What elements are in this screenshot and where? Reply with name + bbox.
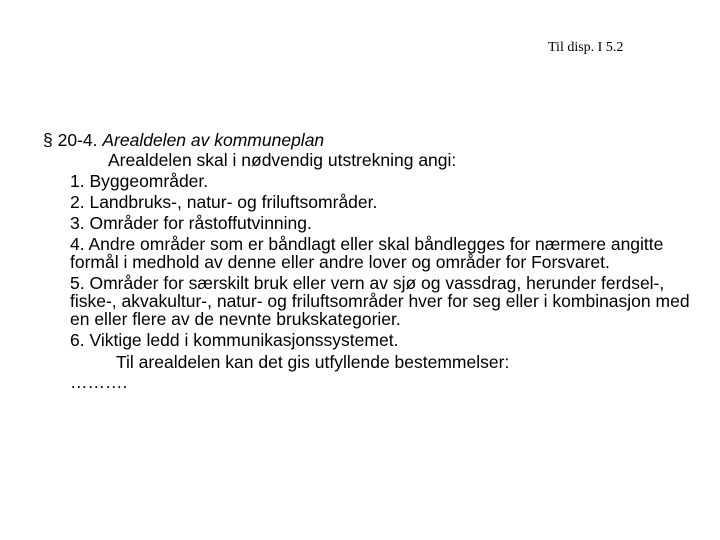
area-category-list	[43, 172, 693, 349]
list-item: 6. Viktige ledd i kommunikasjonssystemet.	[70, 330, 399, 350]
list-item: 3. Områder for råstoffutvinning.	[70, 213, 312, 233]
continuation-ellipsis: ……….	[70, 372, 128, 392]
law-section	[43, 130, 693, 392]
list-item: 1. Byggeområder.	[70, 171, 209, 191]
slide-reference: Til disp. I 5.2	[548, 40, 624, 55]
section-intro: Arealdelen skal i nødvendig utstrekning angi:	[108, 150, 457, 170]
section-addendum: Til arealdelen kan det gis utfyllende bestemmelser:	[116, 352, 510, 372]
section-title: Arealdelen av kommuneplan	[102, 130, 325, 150]
list-item: 4. Andre områder som er båndlagt eller skal båndlegges for nærmere angitte formål i medhold av denne eller andre lover og områder for Forsvaret.	[70, 234, 664, 272]
list-item: 5. Områder for særskilt bruk eller vern av sjø og vassdrag, herunder ferdsel-, fiske-, akvakultur-, natur- og friluftsområder hver for seg eller i kombinasjon med en eller flere av de nevnte brukskategorier.	[70, 273, 690, 329]
list-item: 2. Landbruks-, natur- og friluftsområder.	[70, 192, 378, 212]
section-number: § 20-4.	[43, 130, 98, 150]
section-heading	[43, 130, 693, 150]
